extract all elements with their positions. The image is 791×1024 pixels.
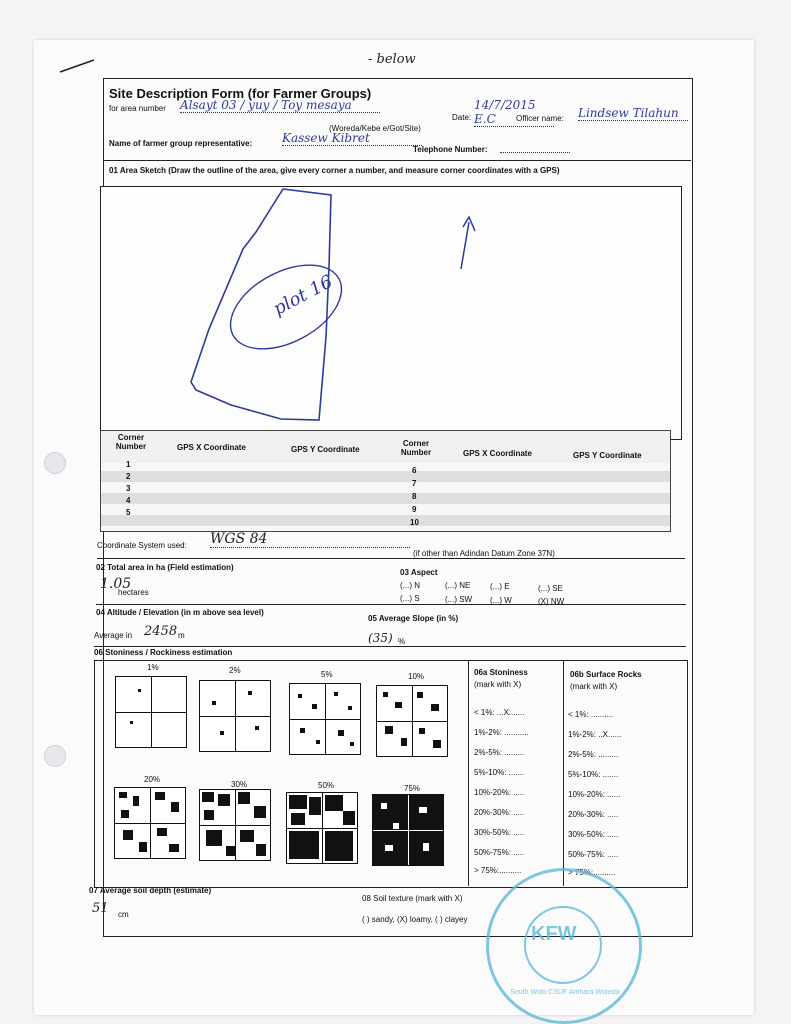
date-value[interactable]: 14/7/2015 E.C (474, 98, 554, 127)
area-number-value[interactable]: Alsayt 03 / yuy / Toy mesaya (180, 98, 380, 113)
aspect-e[interactable]: (...) E (490, 582, 510, 591)
coord-system-value[interactable]: WGS 84 (210, 531, 410, 548)
header-x-left: GPS X Coordinate (177, 443, 246, 452)
aspect-se[interactable]: (...) SE (538, 584, 563, 593)
sketch-label: 01 Area Sketch (Draw the outline of the area, give every corner a number, and measure corner coordinates with a GPS) (109, 166, 560, 175)
aspect-s[interactable]: (...) S (400, 594, 420, 603)
altitude-prefix: Average in (94, 631, 133, 640)
soil-texture-label: 08 Soil texture (mark with X) (362, 894, 463, 903)
header-y-right: GPS Y Coordinate (573, 451, 642, 460)
soil-depth-label: 07 Average soil depth (estimate) (89, 886, 212, 895)
stoniness-b-option[interactable]: 1%-2%: ..X...... (568, 730, 622, 739)
divider (563, 661, 564, 886)
date-label: Date: (452, 113, 472, 122)
officer-value[interactable]: Lindsew Tilahun (578, 106, 688, 121)
stone-grid-30pct (199, 789, 271, 861)
stoniness-a-option[interactable]: 5%-10%: ....... (474, 768, 525, 777)
table-row (101, 471, 670, 482)
divider (97, 558, 685, 559)
rep-label: Name of farmer group representative: (109, 139, 253, 148)
stoniness-b-option[interactable]: < 1%: .......... (568, 710, 614, 719)
altitude-unit: m (178, 631, 185, 640)
sketch-drawing (101, 187, 681, 439)
corner-number: 10 (410, 518, 419, 527)
stamp-ring-text: South Wolo CSUF Amhara Woreda (510, 989, 620, 996)
official-stamp (486, 868, 642, 1024)
stoniness-b-title: 06b Surface Rocks (570, 670, 642, 679)
area-number-label: for area number (109, 104, 166, 113)
corner-number: 1 (126, 460, 131, 469)
divider (103, 160, 691, 161)
coord-system-label: Coordinate System used: (97, 541, 187, 550)
stoniness-b-option[interactable]: 2%-5%: ......... (568, 750, 619, 759)
aspect-label: 03 Aspect (400, 568, 438, 577)
form-title: Site Description Form (for Farmer Groups) (109, 86, 372, 101)
punch-hole-bottom (44, 745, 66, 767)
corner-number: 8 (412, 492, 417, 501)
stoniness-b-option[interactable]: 50%-75%: ..... (568, 850, 619, 859)
corner-coordinates-table (100, 430, 671, 532)
stoniness-b-option[interactable]: 20%-30%: ..... (568, 810, 619, 819)
stoniness-b-sub: (mark with X) (570, 682, 618, 691)
stoniness-a-option[interactable]: 30%-50%: ..... (474, 828, 525, 837)
stoniness-a-option[interactable]: 20%-30%: ..... (474, 808, 525, 817)
header-corner-right: Corner Number (400, 439, 432, 457)
soil-depth-value[interactable]: 51 (92, 901, 109, 916)
pct-label: 20% (144, 775, 161, 784)
pct-label: 5% (321, 670, 333, 679)
corner-number: 9 (412, 505, 417, 514)
total-area-label: 02 Total area in ha (Field estimation) (96, 563, 234, 572)
header-corner-left: Corner Number (115, 433, 147, 451)
pct-label: 10% (408, 672, 425, 681)
stone-grid-1pct (115, 676, 187, 748)
header-x-right: GPS X Coordinate (463, 449, 532, 458)
divider (96, 604, 686, 605)
divider (468, 661, 469, 886)
aspect-ne[interactable]: (...) NE (445, 581, 471, 590)
pct-label: 50% (318, 781, 335, 790)
rep-value[interactable]: Kassew Kibret (282, 131, 422, 146)
aspect-n[interactable]: (...) N (400, 581, 420, 590)
stoniness-a-option[interactable]: 50%-75%: ..... (474, 848, 525, 857)
stoniness-b-option[interactable]: > 75%:.......... (568, 868, 616, 877)
stone-grid-75pct (372, 794, 444, 866)
table-row (101, 515, 670, 526)
stoniness-a-option[interactable]: < 1%: ...X....... (474, 708, 525, 717)
top-note: - below (368, 52, 416, 67)
pct-label: 75% (404, 784, 421, 793)
stone-grid-50pct (286, 792, 358, 864)
corner-number: 5 (126, 508, 131, 517)
altitude-value[interactable]: 2458 (144, 624, 178, 639)
aspect-w[interactable]: (...) W (490, 596, 512, 605)
stoniness-a-sub: (mark with X) (474, 680, 522, 689)
phone-label: Telephone Number: (413, 145, 488, 154)
stoniness-label: 06 Stoniness / Rockiness estimation (94, 648, 233, 657)
pct-label: 1% (147, 663, 159, 672)
slope-unit: % (398, 637, 406, 646)
pen-scribble (58, 56, 98, 76)
stoniness-a-option[interactable]: > 75%:.......... (474, 866, 522, 875)
soil-texture-options[interactable]: ( ) sandy, (X) loamy, ( ) clayey (362, 915, 468, 924)
officer-label: Officer name: (516, 114, 564, 123)
divider (94, 646, 686, 647)
punch-hole-top (44, 452, 66, 474)
location-hint: (Woreda/Kebe e/Got/Site) (329, 124, 421, 133)
area-sketch-box[interactable] (100, 186, 682, 440)
stoniness-b-option[interactable]: 5%-10%: ....... (568, 770, 619, 779)
stone-grid-10pct (376, 685, 448, 757)
stone-grid-2pct (199, 680, 271, 752)
coord-system-note: (if other than Adindan Datum Zone 37N) (413, 549, 555, 558)
table-row (101, 493, 670, 504)
corner-number: 2 (126, 472, 131, 481)
corner-number: 3 (126, 484, 131, 493)
aspect-nw[interactable]: (X) NW (538, 597, 565, 606)
stoniness-a-title: 06a Stoniness (474, 668, 528, 677)
plot-label: plot 16 (269, 271, 337, 320)
stoniness-a-option[interactable]: 2%-5%: ......... (474, 748, 525, 757)
pct-label: 2% (229, 666, 241, 675)
stone-grid-5pct (289, 683, 361, 755)
slope-value[interactable]: (35) (368, 631, 393, 645)
total-area-unit: hectares (118, 588, 149, 597)
stoniness-a-option[interactable]: 1%-2%: ........... (474, 728, 529, 737)
slope-label: 05 Average Slope (in %) (368, 614, 459, 623)
phone-field[interactable] (500, 150, 570, 153)
stamp-center-text: KFW (531, 923, 577, 945)
total-area-value[interactable]: 1.05 (100, 576, 132, 592)
pct-label: 30% (231, 780, 248, 789)
corner-number: 7 (412, 479, 417, 488)
altitude-label: 04 Altitude / Elevation (in m above sea level) (96, 608, 264, 617)
stoniness-b-option[interactable]: 10%-20%: ...... (568, 790, 621, 799)
stone-grid-20pct (114, 787, 186, 859)
stoniness-a-option[interactable]: 10%-20%: ..... (474, 788, 525, 797)
aspect-sw[interactable]: (...) SW (445, 595, 473, 604)
stoniness-b-option[interactable]: 30%-50%: ..... (568, 830, 619, 839)
soil-depth-unit: cm (118, 910, 129, 919)
header-y-left: GPS Y Coordinate (291, 445, 360, 454)
corner-number: 4 (126, 496, 131, 505)
corner-number: 6 (412, 466, 417, 475)
